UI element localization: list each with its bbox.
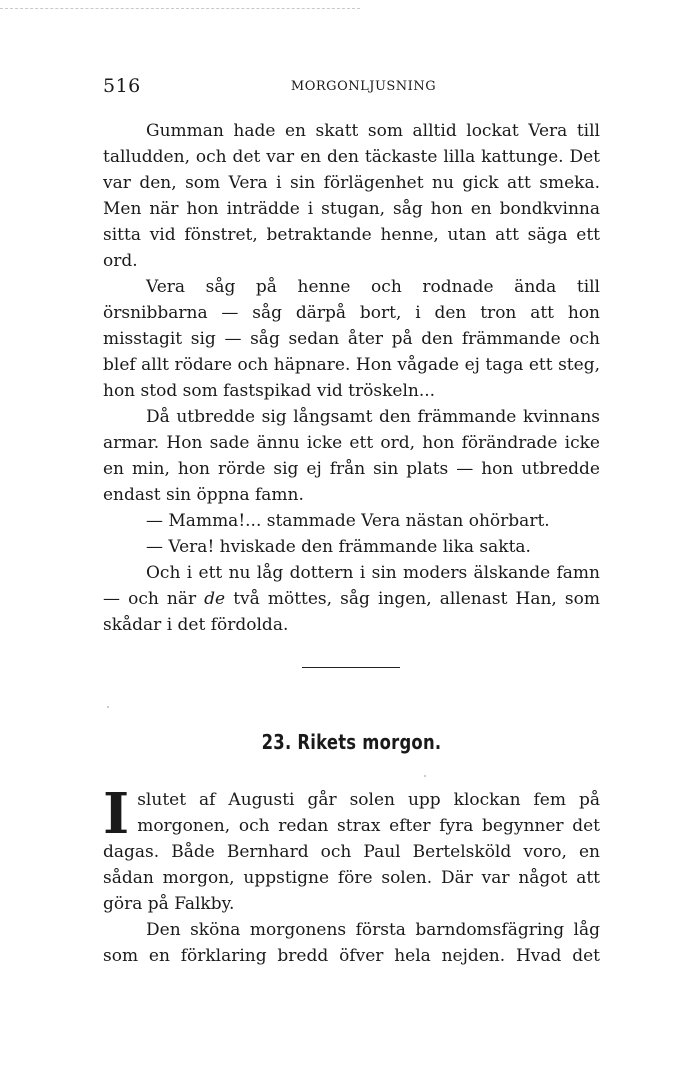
paragraph: Då utbredde sig långsamt den främmande kvinnans armar. Hon sade ännu icke ett ord, hon förändrade icke en min, hon rörde sig ej från sin plats — hon utbredde endast sin öppna famn.: [103, 407, 600, 505]
paragraph-text: Och i ett nu låg dottern i sin moders älskande famn — och när: [103, 563, 600, 609]
paragraph-text: två möttes, såg ingen, allenast Han, som skådar i det fördolda.: [103, 589, 600, 635]
paragraph: [103, 560, 600, 638]
chapter-heading: 23. Rikets morgon.: [261, 730, 442, 754]
paragraph: Gumman hade en skatt som alltid lockat Vera till talludden, och det var en den täckaste lilla kattunge. Det var den, som Vera i sin förlägenhet nu gick att smeka. Men när hon inträdde i stugan, såg hon en bondkvinna sitta vid fönstret, betraktande henne, utan att säga ett ord.: [103, 121, 600, 271]
paragraph: Vera såg på henne och rodnade ända till örsnibbarna — såg därpå bort, i den tron att hon misstagit sig — såg sedan åter på den främmande och blef allt rödare och häpnare. Hon vågade ej taga ett steg, hon stod som fastspikad vid tröskeln...: [103, 277, 600, 401]
paragraph: Den sköna morgonens första barndomsfägring låg som en förklaring bredd öfver hela nejden. Hvad det: [103, 920, 600, 966]
dialogue-line: — Mamma!... stammade Vera nästan ohörbart.: [146, 511, 550, 531]
chapter-text: [103, 781, 600, 969]
dialogue-line: — Vera! hviskade den främmande lika sakta.: [146, 537, 531, 557]
paragraph: [103, 781, 600, 917]
previous-chapter-text: [103, 118, 600, 638]
emphasized-word: de: [204, 589, 226, 609]
running-title: MORGONLJUSNING: [290, 79, 437, 94]
scan-speck: [424, 775, 426, 777]
page-header: [103, 75, 600, 103]
section-divider: [302, 667, 400, 668]
scan-edge-artifact: [0, 8, 360, 9]
drop-cap: I: [103, 781, 130, 847]
scan-speck: [107, 706, 109, 708]
page-number: 516: [103, 75, 141, 97]
paragraph-text: slutet af Augusti går solen upp klockan fem på morgonen, och redan strax efter fyra begynner det dagas. Både Bernhard och Paul Bertelsköld voro, en sådan morgon, uppstigne före solen. Där var något att göra på Falkby.: [103, 790, 600, 914]
